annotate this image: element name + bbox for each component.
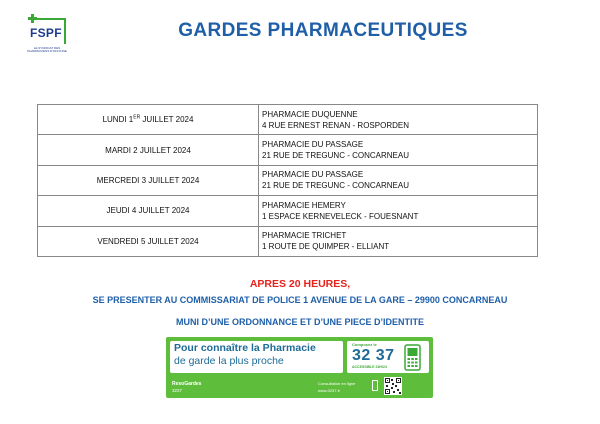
garde-pharmacy [259, 196, 538, 226]
mobile-phone-icon [404, 344, 421, 371]
pharmacy-name: PHARMACIE TRICHET [262, 231, 347, 241]
banner-line2: de garde la plus proche [174, 355, 284, 367]
commissariat-address: SE PRESENTER AU COMMISSARIAT DE POLICE 1 AVENUE DE LA GARE – 29900 CONCARNEAU [92, 295, 508, 305]
garde-day: JEUDI 4 JUILLET 2024 [38, 196, 259, 226]
qr-code-icon [384, 377, 402, 395]
garde-day: LUNDI 1ER JUILLET 2024 [38, 105, 259, 135]
logo-tagline: LE SYNDICAT DES PHARMACIENS D'OFFICINE [27, 46, 67, 54]
table-row [38, 135, 538, 165]
pharmacy-address: 4 RUE ERNEST RENAN - ROSPORDEN [262, 120, 409, 130]
garde-day: VENDREDI 5 JUILLET 2024 [38, 226, 259, 256]
table-row [38, 196, 538, 226]
smartphone-icon [372, 380, 378, 391]
pharmacy-address: 1 ROUTE DE QUIMPER - ELLIANT [262, 242, 390, 252]
website-link[interactable]: www.3237.fr [318, 388, 341, 393]
garde-pharmacy [259, 105, 538, 135]
banner-line1: Pour connaître la Pharmacie [174, 342, 316, 354]
garde-day: MERCREDI 3 JUILLET 2024 [38, 165, 259, 195]
page-title: GARDES PHARMACEUTIQUES [178, 20, 468, 41]
consultation-label: Consultation en ligne [318, 381, 356, 386]
pharmacy-name: PHARMACIE DUQUENNE [262, 109, 358, 119]
pharmacy-address: 1 ESPACE KERNEVELECK - FOUESNANT [262, 211, 419, 221]
gardes-table [37, 104, 538, 257]
phone-number: 32 37 [352, 347, 395, 364]
table-row [38, 226, 538, 256]
after-hours-notice: APRES 20 HEURES, [249, 278, 351, 290]
pharmacy-name: PHARMACIE DU PASSAGE [262, 170, 364, 180]
accessible-label: ACCESSIBLE 24H/24 [352, 365, 387, 369]
pharmacy-address: 21 RUE DE TREGUNC - CONCARNEAU [262, 181, 409, 191]
garde-pharmacy [259, 135, 538, 165]
resogardes-brand: ResoGardes [172, 381, 202, 387]
pharmacy-address: 21 RUE DE TREGUNC - CONCARNEAU [262, 151, 409, 161]
garde-day: MARDI 2 JUILLET 2024 [38, 135, 259, 165]
pharmacy-name: PHARMACIE HEMERY [262, 200, 346, 210]
table-row [38, 165, 538, 195]
logo-text: FSPF [30, 26, 62, 40]
pharmacy-name: PHARMACIE DU PASSAGE [262, 140, 364, 150]
resogardes-banner [166, 337, 433, 398]
resogardes-number: 3237 [172, 388, 183, 393]
table-row [38, 105, 538, 135]
requirements-notice: MUNI D’UNE ORDONNANCE ET D’UNE PIECE D’IDENTITE [175, 317, 424, 327]
garde-pharmacy [259, 226, 538, 256]
composez-label: Composez le [352, 342, 377, 347]
garde-pharmacy [259, 165, 538, 195]
